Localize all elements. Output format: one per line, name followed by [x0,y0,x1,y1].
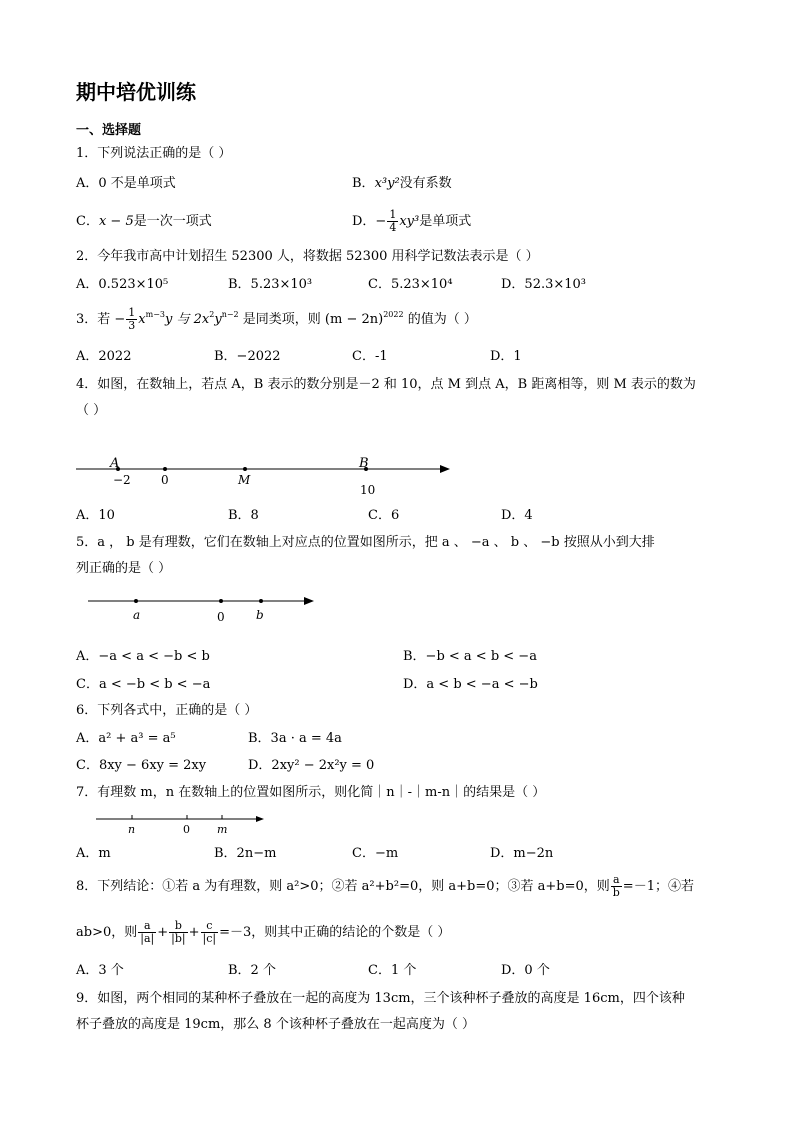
question-3-option-d: D．1 [490,349,522,364]
question-7-option-b: B．2n−m [214,846,277,861]
question-5-option-a: A．−a < a < −b < b [76,649,210,664]
question-2-option-c: C．5.23×10⁴ [368,277,453,292]
question-5-option-b: B．−b < a < b < −a [403,649,537,664]
question-4-option-a: A．10 [76,508,115,523]
question-8-stem-line-1: 8．下列结论：①若 a 为有理数，则 a²>0；②若 a²+b²=0，则 a+b=0；③若 a+b=0，则 $\frac{a}{b}$ =－1；④若 [76,873,694,899]
question-1-stem: 1．下列说法正确的是（ ） [76,146,232,161]
question-7-option-a: A．m [76,846,111,861]
number-line-figure-q7 [94,812,274,838]
point-b-dot [259,599,263,603]
label-zero: 0 [161,473,169,487]
question-6-stem: 6．下列各式中，正确的是（ ） [76,703,258,718]
question-5-option-d: D．a < b < −a < −b [403,677,538,692]
question-3-option-b: B．−2022 [214,349,281,364]
question-2-stem: 2．今年我市高中计划招生 52300 人，将数据 52300 用科学记数法表示是（ ） [76,249,539,264]
question-5-option-c: C．a < −b < b < −a [76,677,211,692]
arrow-head-icon [440,465,450,473]
question-2-option-b: B．5.23×10³ [228,277,313,292]
question-7-option-c: C．−m [352,846,399,861]
question-1-option-a: A．0 不是单项式 [76,176,176,191]
label-m: m [217,823,228,836]
question-9-stem-line-1: 9．如图，两个相同的某种杯子叠放在一起的高度为 13cm，三个该种杯子叠放的高度是 16cm，四个该种 [76,991,685,1006]
label-b: B [359,456,369,471]
label-a: a [133,608,141,622]
question-8-stem-line-2: ab>0，则 $\frac{a}{|a|}$ + $\frac{b}{|b|}$ + $\frac{c}{|c|}$ =－3，则其中正确的结论的个数是（ ） [76,919,451,945]
number-line-figure-q4 [70,452,460,498]
question-4-option-c: C．6 [368,508,400,523]
question-2-option-a: A．0.523×10⁵ [76,277,169,292]
point-origin-dot [163,467,167,471]
point-origin-dot [219,599,223,603]
question-8-option-a: A．3 个 [76,963,124,978]
question-8-option-d: D．0 个 [501,963,550,978]
question-3-option-c: C．-1 [352,349,388,364]
point-m-dot [243,467,247,471]
question-3-stem: 3．若 − $\frac{1}{3}$ $x^{m-3}y$ 与 $2x^2y^{n-2}$ 是同类项，则 $(m - 2n)^{2022}$ 的值为（ ） [76,306,477,332]
question-4-stem-line-1: 4．如图，在数轴上，若点 A，B 表示的数分别是－2 和 10，点 M 到点 A，B 距离相等，则 M 表示的数为 [76,377,696,392]
question-5-stem-line-2: 列正确的是（ ） [76,561,172,576]
question-7-stem: 7．有理数 m，n 在数轴上的位置如图所示，则化简｜n｜-｜m-n｜的结果是（ ） [76,785,546,800]
question-6-option-c: C．8xy − 6xy = 2xy [76,758,207,773]
fraction: $\frac{a}{|a|}$ [140,919,155,945]
question-6-option-b: B．3a · a = 4a [248,731,342,746]
question-1-option-d: D．− $\frac{1}{4}$ xy³是单项式 [352,208,472,234]
label-zero: 0 [217,610,225,624]
question-6-option-a: A．a² + a³ = a⁵ [76,731,176,746]
label-n: n [128,823,136,836]
label-a: A [110,456,120,471]
question-3-option-a: A．2022 [76,349,132,364]
label-minus-two: −2 [113,473,131,487]
label-b: b [256,608,264,622]
question-2-option-d: D．52.3×10³ [501,277,587,292]
point-a-dot [134,599,138,603]
question-1-option-c: C．x − 5是一次一项式 [76,214,212,229]
page-title: 期中培优训练 [76,80,196,104]
fraction: $\frac{a}{b}$ [612,873,620,899]
question-8-option-c: C．1 个 [368,963,417,978]
fraction: $\frac{1}{3}$ [128,306,136,332]
question-4-option-b: B．8 [228,508,259,523]
fraction: $\frac{c}{|c|}$ [202,919,217,945]
question-5-stem-line-1: 5．a ， b 是有理数，它们在数轴上对应点的位置如图所示，把 a 、 −a 、 b 、 −b 按照从小到大排 [76,535,655,550]
question-4-option-d: D．4 [501,508,533,523]
label-zero: 0 [183,823,190,836]
fraction: $\frac{b}{|b|}$ [171,919,186,945]
label-ten: 10 [360,483,376,497]
question-1-option-b: B．x³y²没有系数 [352,176,452,191]
section-heading: 一、选择题 [76,123,142,138]
question-6-option-d: D．2xy² − 2x²y = 0 [248,758,375,773]
fraction: $\frac{1}{4}$ [389,208,397,234]
question-4-stem-line-2: （ ） [76,403,107,418]
number-line-figure-q5 [84,592,324,626]
label-m: M [238,473,251,487]
question-9-stem-line-2: 杯子叠放的高度是 19cm，那么 8 个该种杯子叠放在一起高度为（ ） [76,1017,475,1032]
question-7-option-d: D．m−2n [490,846,554,861]
arrow-head-icon [304,597,314,605]
question-8-option-b: B．2 个 [228,963,276,978]
arrow-head-icon [256,816,264,822]
